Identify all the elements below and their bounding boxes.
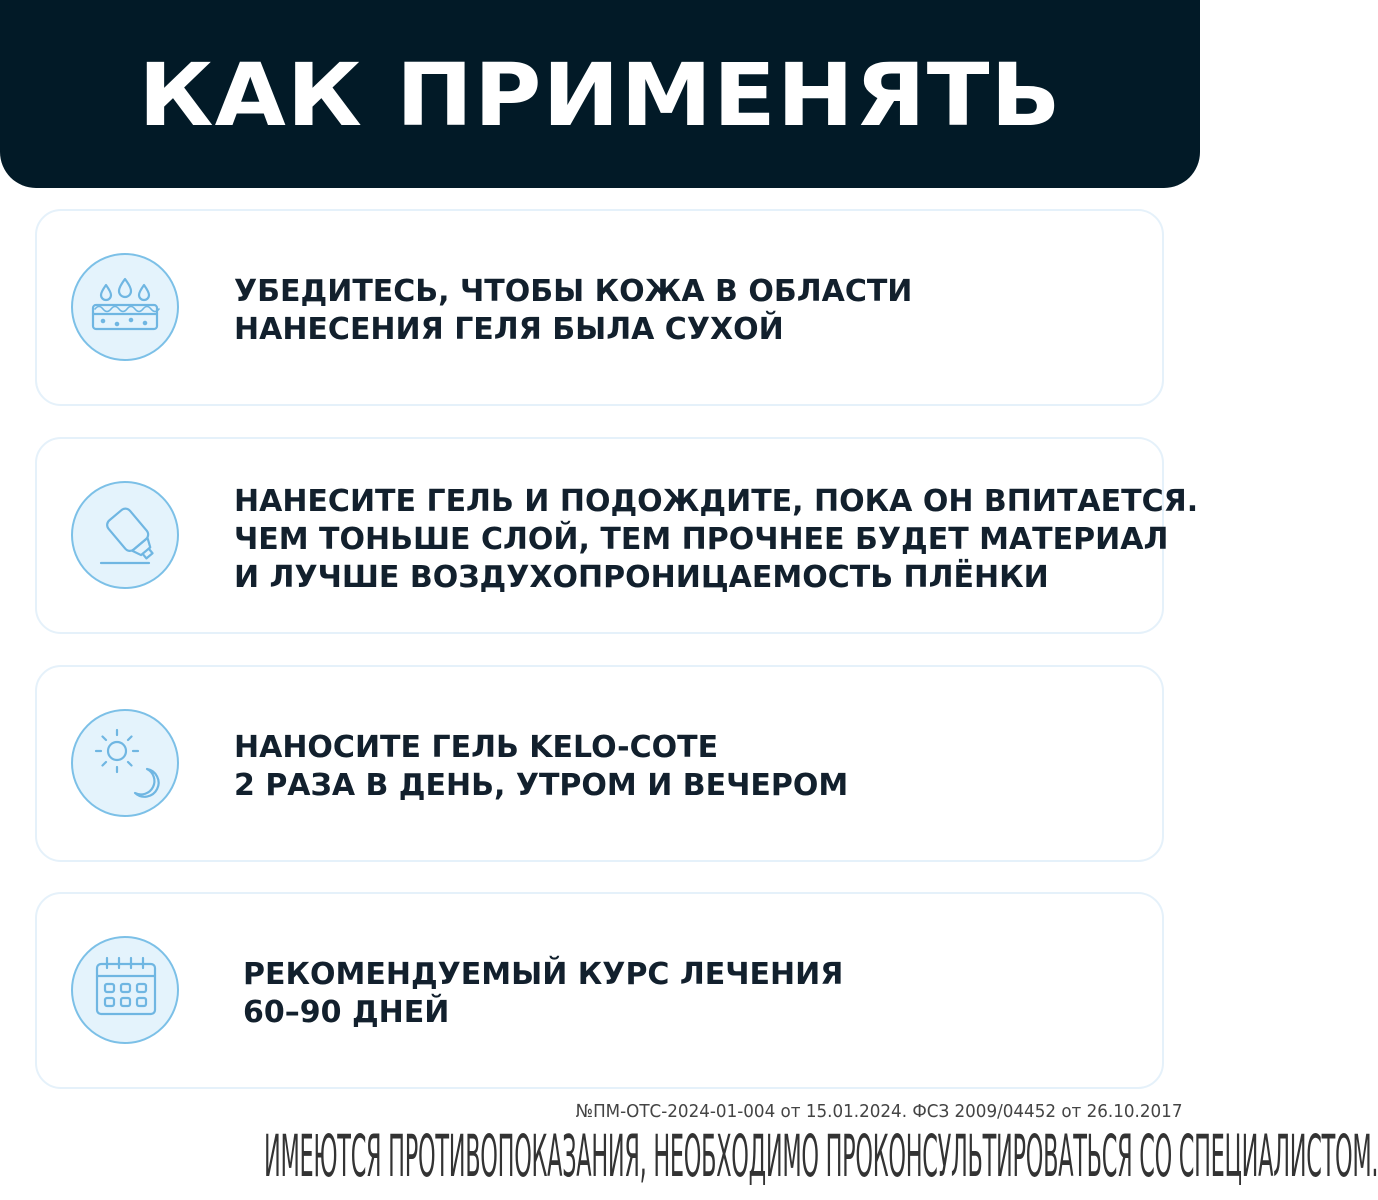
registration-note: №ПМ-ОТС-2024-01-004 от 15.01.2024. ФСЗ 2009/04452 от 26.10.2017	[575, 1101, 1182, 1122]
contraindications-warning: ИМЕЮТСЯ ПРОТИВОПОКАЗАНИЯ, НЕОБХОДИМО ПРОКОНСУЛЬТИРОВАТЬСЯ СО СПЕЦИАЛИСТОМ.	[264, 1124, 1378, 1191]
step-3-line-1: НАНОСИТЕ ГЕЛЬ KELO-COTE	[234, 730, 719, 765]
wet-skin-drops-icon	[71, 253, 179, 361]
step-2-line-1: НАНЕСИТЕ ГЕЛЬ И ПОДОЖДИТЕ, ПОКА ОН ВПИТАЕТСЯ.	[234, 484, 1199, 519]
step-2-line-2: ЧЕМ ТОНЬШЕ СЛОЙ, ТЕМ ПРОЧНЕЕ БУДЕТ МАТЕРИАЛ	[234, 522, 1169, 557]
step-text-1	[234, 273, 912, 349]
step-3-line-2: 2 РАЗА В ДЕНЬ, УТРОМ И ВЕЧЕРОМ	[234, 768, 849, 803]
step-4-line-2: 60–90 ДНЕЙ	[243, 995, 450, 1030]
step-card-dry-skin	[35, 209, 1164, 406]
header-banner	[0, 0, 1200, 188]
step-text-2	[234, 483, 1198, 597]
step-text-4	[243, 956, 843, 1032]
step-1-line-1: УБЕДИТЕСЬ, ЧТОБЫ КОЖА В ОБЛАСТИ	[234, 274, 913, 309]
step-4-line-1: РЕКОМЕНДУЕМЫЙ КУРС ЛЕЧЕНИЯ	[243, 957, 844, 992]
page-title: КАК ПРИМЕНЯТЬ	[138, 45, 1062, 146]
gel-tube-apply-icon	[71, 481, 179, 589]
calendar-icon	[71, 936, 179, 1044]
step-card-course-duration	[35, 892, 1164, 1089]
step-card-apply-gel	[35, 437, 1199, 634]
step-2-line-3: И ЛУЧШЕ ВОЗДУХОПРОНИЦАЕМОСТЬ ПЛЁНКИ	[234, 560, 1049, 595]
step-1-line-2: НАНЕСЕНИЯ ГЕЛЯ БЫЛА СУХОЙ	[234, 312, 784, 347]
sun-moon-icon	[71, 709, 179, 817]
step-card-twice-daily	[35, 665, 1164, 862]
step-text-3	[234, 729, 848, 805]
